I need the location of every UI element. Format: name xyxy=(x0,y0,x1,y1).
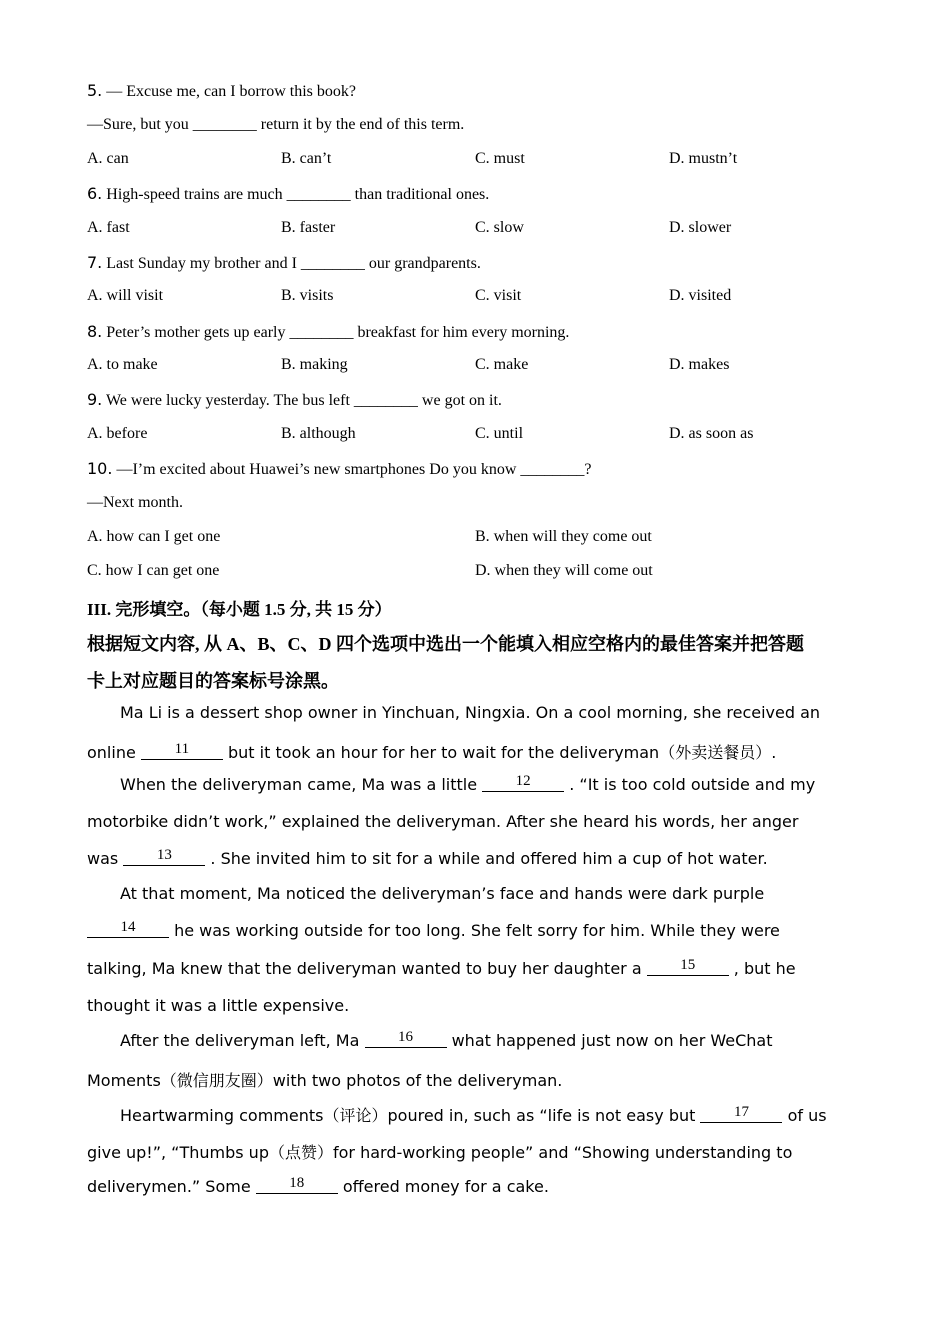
option-b[interactable]: B. making xyxy=(281,356,348,373)
question-stem: —I’m excited about Huawei’s new smartphones Do you know ________? xyxy=(112,461,592,478)
option-a[interactable]: A. how can I get one xyxy=(87,528,221,545)
passage-p4-line1 xyxy=(120,1031,772,1050)
question-10-reply: —Next month. xyxy=(87,494,183,511)
text: he was working outside for too long. She felt sorry for him. While they were xyxy=(169,921,780,940)
question-5-reply: —Sure, but you ________ return it by the end of this term. xyxy=(87,116,465,133)
question-10-options-row1 xyxy=(87,528,867,548)
question-5 xyxy=(87,81,356,101)
blank-number: 11 xyxy=(174,741,190,757)
option-b[interactable]: B. visits xyxy=(281,287,334,304)
text: . xyxy=(771,743,777,762)
option-a[interactable]: A. will visit xyxy=(87,287,164,304)
blank-number: 18 xyxy=(289,1175,305,1191)
text: of us xyxy=(782,1106,827,1125)
chinese-gloss: （微信朋友圈） xyxy=(160,1073,273,1090)
passage-p2-line3 xyxy=(87,849,768,868)
text: deliverymen.” Some xyxy=(87,1177,256,1196)
text: but it took an hour for her to wait for the deliveryman xyxy=(222,743,660,762)
text: poured in, such as “life is not easy but xyxy=(387,1106,701,1125)
question-10-options-row2 xyxy=(87,562,867,582)
text: . She invited him to sit for a while and offered him a cup of hot water. xyxy=(205,849,768,868)
option-d[interactable]: D. slower xyxy=(669,219,732,236)
passage-p5-line2 xyxy=(87,1140,792,1163)
passage-p5-line1 xyxy=(120,1103,827,1126)
option-c[interactable]: C. how I can get one xyxy=(87,562,220,579)
blank-number: 13 xyxy=(156,847,172,863)
question-5-options xyxy=(87,150,867,170)
question-stem: We were lucky yesterday. The bus left ________ we got on it. xyxy=(102,392,502,409)
option-a[interactable]: A. before xyxy=(87,425,148,442)
text: , but he xyxy=(728,959,796,978)
section-instruction-2: 卡上对应题目的答案标号涂黑。 xyxy=(87,671,339,691)
blank-17[interactable] xyxy=(700,1106,782,1123)
question-7-options xyxy=(87,287,867,307)
passage-p3-line3 xyxy=(87,959,796,978)
text: for hard-working people” and “Showing understanding to xyxy=(333,1143,793,1162)
text: Moments xyxy=(87,1071,161,1090)
blank-12[interactable] xyxy=(482,775,564,792)
option-c[interactable]: C. visit xyxy=(475,287,522,304)
option-b[interactable]: B. when will they come out xyxy=(475,528,652,545)
text: was xyxy=(87,849,124,868)
passage-p1-line1: Ma Li is a dessert shop owner in Yinchuan, Ningxia. On a cool morning, she received an xyxy=(120,703,821,722)
text: When the deliveryman came, Ma was a little xyxy=(120,775,483,794)
option-a[interactable]: A. can xyxy=(87,150,129,167)
passage-p2-line2: motorbike didn’t work,” explained the deliveryman. After she heard his words, her anger xyxy=(87,812,799,831)
passage-p3-line2 xyxy=(87,921,780,940)
option-b[interactable]: B. faster xyxy=(281,219,336,236)
option-b[interactable]: B. can’t xyxy=(281,150,332,167)
text: Heartwarming comments xyxy=(120,1106,324,1125)
passage-p5-line3 xyxy=(87,1177,549,1196)
option-c[interactable]: C. until xyxy=(475,425,524,442)
option-c[interactable]: C. must xyxy=(475,150,525,167)
chinese-gloss: （点赞） xyxy=(268,1145,333,1162)
blank-number: 12 xyxy=(515,773,531,789)
passage-p4-line2 xyxy=(87,1068,562,1091)
passage-p3-line1: At that moment, Ma noticed the deliveryman’s face and hands were dark purple xyxy=(120,884,765,903)
option-d[interactable]: D. makes xyxy=(669,356,730,373)
question-stem: Peter’s mother gets up early ________ breakfast for him every morning. xyxy=(102,324,570,341)
blank-11[interactable] xyxy=(141,743,223,760)
passage-p2-line1 xyxy=(120,775,815,794)
question-7 xyxy=(87,253,481,273)
option-c[interactable]: C. make xyxy=(475,356,529,373)
question-number: 9. xyxy=(87,390,103,409)
blank-18[interactable] xyxy=(256,1177,338,1194)
text: . “It is too cold outside and my xyxy=(564,775,816,794)
question-stem: High-speed trains are much ________ than traditional ones. xyxy=(102,186,490,203)
question-stem: Last Sunday my brother and I ________ our grandparents. xyxy=(102,255,481,272)
blank-number: 14 xyxy=(120,919,136,935)
text: with two photos of the deliveryman. xyxy=(272,1071,563,1090)
blank-15[interactable] xyxy=(647,959,729,976)
question-number: 6. xyxy=(87,184,103,203)
question-number: 8. xyxy=(87,322,103,341)
chinese-gloss: （外卖送餐员） xyxy=(659,745,772,762)
blank-13[interactable] xyxy=(123,849,205,866)
option-a[interactable]: A. to make xyxy=(87,356,158,373)
text: online xyxy=(87,743,141,762)
text: talking, Ma knew that the deliveryman wanted to buy her daughter a xyxy=(87,959,647,978)
text: what happened just now on her WeChat xyxy=(446,1031,773,1050)
option-c[interactable]: C. slow xyxy=(475,219,524,236)
question-number: 5. xyxy=(87,81,103,100)
blank-number: 15 xyxy=(680,957,696,973)
text: offered money for a cake. xyxy=(337,1177,549,1196)
chinese-gloss: （评论） xyxy=(323,1108,388,1125)
question-6 xyxy=(87,184,489,204)
question-number: 10. xyxy=(87,459,113,478)
question-9-options xyxy=(87,425,867,445)
blank-number: 17 xyxy=(733,1104,749,1120)
section-instruction-1: 根据短文内容, 从 A、B、C、D 四个选项中选出一个能填入相应空格内的最佳答案并把答题 xyxy=(87,634,804,654)
option-a[interactable]: A. fast xyxy=(87,219,130,236)
option-d[interactable]: D. mustn’t xyxy=(669,150,738,167)
section-title: III. 完形填空。（每小题 1.5 分, 共 15 分） xyxy=(87,600,392,619)
question-8 xyxy=(87,322,569,342)
blank-14[interactable] xyxy=(87,921,169,938)
text: give up!”, “Thumbs up xyxy=(87,1143,269,1162)
option-d[interactable]: D. when they will come out xyxy=(475,562,653,579)
blank-number: 16 xyxy=(398,1029,413,1045)
option-d[interactable]: D. visited xyxy=(669,287,732,304)
question-9 xyxy=(87,390,502,410)
text: After the deliveryman left, Ma xyxy=(120,1031,365,1050)
option-d[interactable]: D. as soon as xyxy=(669,425,754,442)
question-10 xyxy=(87,459,591,479)
question-8-options xyxy=(87,356,867,376)
blank-16[interactable] xyxy=(365,1031,447,1048)
passage-p3-line4: thought it was a little expensive. xyxy=(87,996,350,1015)
option-b[interactable]: B. although xyxy=(281,425,356,442)
question-number: 7. xyxy=(87,253,103,272)
passage-p1-line2 xyxy=(87,740,776,763)
question-stem: — Excuse me, can I borrow this book? xyxy=(102,83,356,100)
question-6-options xyxy=(87,219,867,239)
